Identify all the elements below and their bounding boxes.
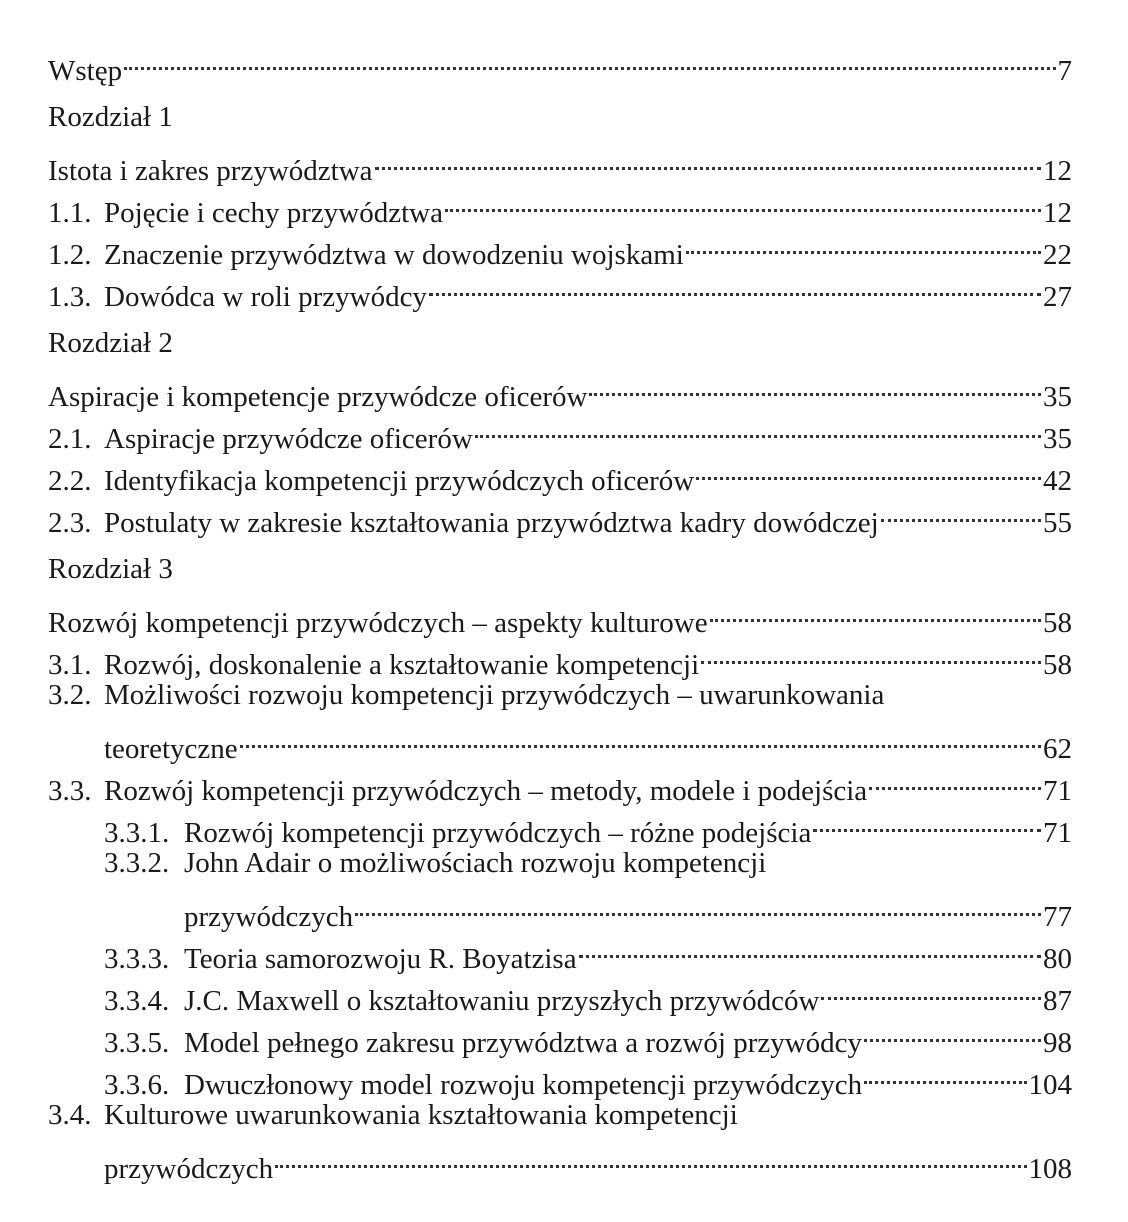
dot-leader	[275, 1136, 1026, 1178]
section-number: 3.4.	[48, 1099, 92, 1131]
section-number: 2.3.	[48, 507, 92, 539]
toc-page-number: 22	[1043, 239, 1072, 271]
toc-entry-chapter-3[interactable]	[48, 590, 1072, 639]
toc-page-number: 62	[1043, 733, 1072, 765]
dot-leader	[240, 716, 1041, 758]
section-number: 1.1.	[48, 197, 92, 229]
section-number: 3.3.5.	[104, 1027, 170, 1059]
toc-page-number: 35	[1043, 423, 1072, 455]
toc-entry-title: Kulturowe uwarunkowania kształtowania kompetencji	[104, 1099, 738, 1131]
toc-entry-title: Teoria samorozwoju R. Boyatzisa	[184, 943, 577, 975]
toc-page-number: 87	[1043, 985, 1072, 1017]
toc-page-number: 12	[1043, 155, 1072, 187]
toc-page-number: 58	[1043, 649, 1072, 681]
toc-entry-title: Model pełnego zakresu przywództwa a rozwój przywódcy	[184, 1027, 863, 1059]
dot-leader	[821, 968, 1041, 1010]
toc-page-number: 71	[1043, 775, 1072, 807]
toc-page-number: 104	[1028, 1069, 1072, 1101]
toc-entry-title: Wstęp	[48, 55, 123, 87]
dot-leader	[355, 884, 1041, 926]
toc-page-number: 55	[1043, 507, 1072, 539]
toc-entry-title-continued: przywódczych	[184, 901, 354, 933]
section-number: 2.2.	[48, 465, 92, 497]
toc-entry-title: Istota i zakres przywództwa	[48, 155, 373, 187]
section-number: 2.1.	[48, 423, 92, 455]
toc-entry-title: Postulaty w zakresie kształtowania przywództwa kadry dowódczej	[104, 507, 879, 539]
toc-entry-3-2[interactable]	[48, 674, 1072, 765]
section-number: 1.2.	[48, 239, 92, 271]
toc-entry-line	[48, 842, 1072, 884]
toc-entry-chapter-2[interactable]	[48, 364, 1072, 413]
section-number: 3.3.3.	[104, 943, 170, 975]
toc-page-number: 77	[1043, 901, 1072, 933]
toc-page-number: 7	[1057, 55, 1072, 87]
dot-leader	[864, 1010, 1041, 1052]
toc-entry-title: Możliwości rozwoju kompetencji przywódczych – uwarunkowania	[104, 679, 885, 711]
chapter-label: Rozdział 1	[48, 101, 173, 133]
section-number: 1.3.	[48, 281, 92, 313]
dot-leader	[813, 800, 1041, 842]
chapter-label: Rozdział 3	[48, 553, 173, 585]
toc-entry-line	[48, 674, 1072, 716]
toc-entry-3-4[interactable]	[48, 1094, 1072, 1185]
dot-leader	[475, 406, 1041, 448]
toc-page-number: 42	[1043, 465, 1072, 497]
toc-entry-3-3-2[interactable]	[48, 842, 1072, 933]
toc-entry-title: Rozwój kompetencji przywódczych – metody, modele i podejścia	[104, 775, 868, 807]
section-number: 3.2.	[48, 679, 92, 711]
dot-leader	[124, 38, 1055, 80]
toc-entry-title: J.C. Maxwell o kształtowaniu przyszłych przywódców	[184, 985, 820, 1017]
toc-page-number: 58	[1043, 607, 1072, 639]
toc-entry-line-continued	[48, 716, 1072, 765]
dot-leader	[869, 758, 1041, 800]
toc-entry-title: John Adair o możliwościach rozwoju kompetencji	[184, 847, 767, 879]
section-number: 3.3.	[48, 775, 92, 807]
toc-entry-intro[interactable]	[48, 38, 1072, 87]
section-number: 3.3.4.	[104, 985, 170, 1017]
dot-leader	[579, 926, 1041, 968]
toc-entry-title: Dwuczłonowy model rozwoju kompetencji przywódczych	[184, 1069, 863, 1101]
toc-page-number: 108	[1028, 1153, 1072, 1185]
section-number: 3.3.2.	[104, 847, 170, 879]
toc-entry-title-continued: teoretyczne	[104, 733, 238, 765]
dot-leader	[696, 448, 1041, 490]
toc-entry-title: Rozwój, doskonalenie a kształtowanie kompetencji	[104, 649, 700, 681]
toc-entry-chapter-1[interactable]	[48, 138, 1072, 187]
section-number: 3.3.1.	[104, 817, 170, 849]
dot-leader	[375, 138, 1041, 180]
chapter-label: Rozdział 2	[48, 327, 173, 359]
section-number: 3.3.6.	[104, 1069, 170, 1101]
toc-page-number: 12	[1043, 197, 1072, 229]
toc-entry-title: Aspiracje i kompetencje przywódcze oficerów	[48, 381, 588, 413]
toc-entry-title-continued: przywódczych	[104, 1153, 274, 1185]
dot-leader	[864, 1052, 1026, 1094]
toc-entry-title: Aspiracje przywódcze oficerów	[104, 423, 473, 455]
toc-page-number: 71	[1043, 817, 1072, 849]
toc-page-number: 35	[1043, 381, 1072, 413]
dot-leader	[686, 222, 1041, 264]
toc-entry-title: Pojęcie i cechy przywództwa	[104, 197, 443, 229]
dot-leader	[445, 180, 1041, 222]
toc-entry-title: Identyfikacja kompetencji przywódczych oficerów	[104, 465, 695, 497]
section-number: 3.1.	[48, 649, 92, 681]
toc-entry-title: Znaczenie przywództwa w dowodzeniu wojskami	[104, 239, 684, 271]
dot-leader	[710, 590, 1041, 632]
toc-page-number: 80	[1043, 943, 1072, 975]
dot-leader	[881, 490, 1041, 532]
dot-leader	[701, 632, 1041, 674]
dot-leader	[589, 364, 1041, 406]
dot-leader	[429, 264, 1041, 306]
toc-page-number: 27	[1043, 281, 1072, 313]
toc-entry-line	[48, 1094, 1072, 1136]
table-of-contents	[48, 38, 1072, 1185]
toc-page-number: 98	[1043, 1027, 1072, 1059]
toc-entry-line-continued	[48, 884, 1072, 933]
toc-entry-title: Rozwój kompetencji przywódczych – aspekty kulturowe	[48, 607, 708, 639]
toc-entry-line-continued	[48, 1136, 1072, 1185]
toc-entry-title: Dowódca w roli przywódcy	[104, 281, 427, 313]
toc-entry-title: Rozwój kompetencji przywódczych – różne podejścia	[184, 817, 812, 849]
